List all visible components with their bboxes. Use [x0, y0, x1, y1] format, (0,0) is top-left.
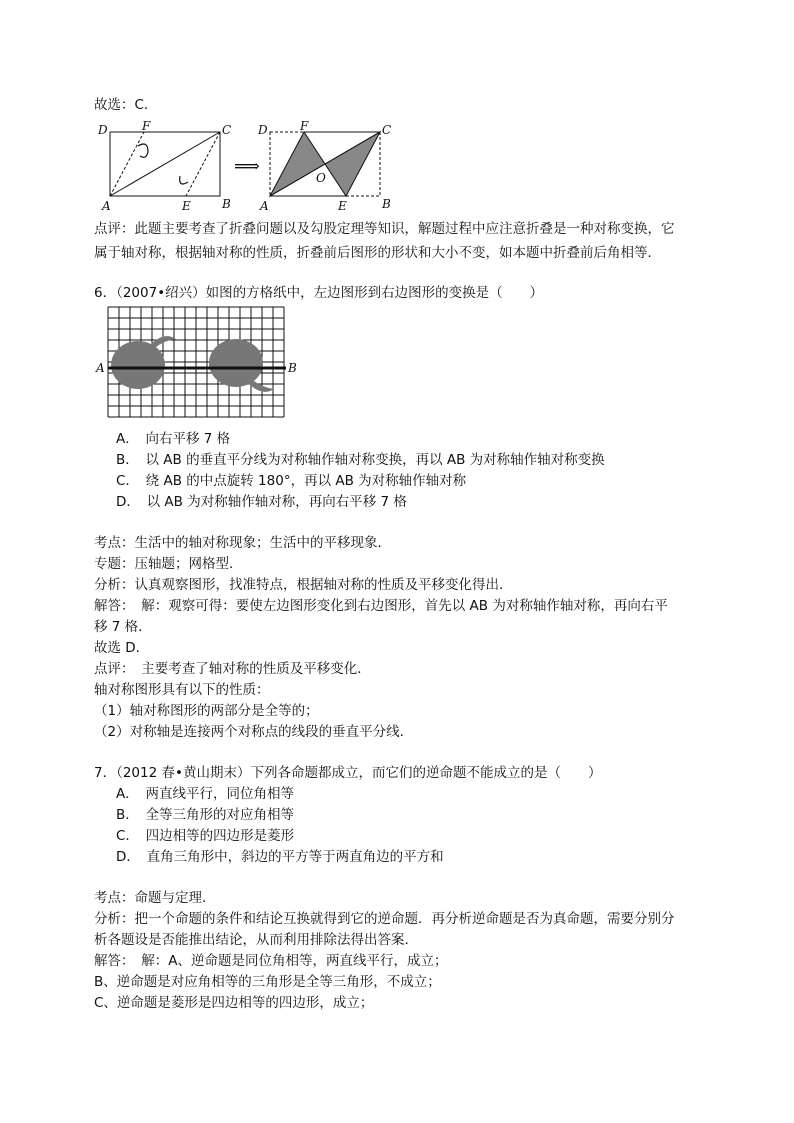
q6-zhuanti: 专题：压轴题；网格型．	[94, 556, 243, 572]
q7-fenxi-2: 析各题设是否能推出结论，从而利用排除法得出答案．	[94, 932, 418, 948]
q6-kaodian: 考点：生活中的轴对称现象；生活中的平移现象．	[94, 535, 391, 551]
fig1r-label-c: C	[382, 123, 392, 137]
q6-option-c: C． 绕 AB 的中点旋转 180°，再以 AB 为对称轴作轴对称	[116, 473, 467, 489]
q6-prop-title: 轴对称图形具有以下的性质：	[94, 682, 270, 698]
q6-stem: 6．（2007•绍兴）如图的方格纸中，左边图形到右边图形的变换是（ ）	[94, 285, 544, 301]
q6-jieda-1: 解答： 解：观察可得：要使左边图形变化到右边图形，首先以 AB 为对称轴作轴对称，再向右平	[94, 598, 668, 614]
q6-fenxi: 分析：认真观察图形，找准特点，根据轴对称的性质及平移变化得出．	[94, 577, 513, 593]
q6-prop-2: （2）对称轴是连接两个对称点的线段的垂直平分线．	[94, 724, 414, 740]
grid-figure	[94, 305, 304, 425]
fig1-label-f: F	[142, 120, 151, 133]
answer-line: 故选：C．	[94, 97, 158, 113]
q7-jieda-2: B、逆命题是对应角相等的三角形是全等三角形，不成立；	[94, 974, 441, 990]
fig1-label-a: A	[102, 199, 111, 212]
fig1r-label-f: F	[300, 120, 309, 133]
fig1-label-d: D	[98, 123, 108, 137]
q6-answer: 故选 D．	[94, 640, 150, 656]
fig1r-label-b: B	[382, 197, 391, 211]
comment-line-2: 属于轴对称，根据轴对称的性质，折叠前后图形的形状和大小不变，如本题中折叠前后角相等．	[94, 245, 661, 261]
q6-option-a: A． 向右平移 7 格	[116, 431, 231, 447]
q7-option-d: D． 直角三角形中，斜边的平方等于两直角边的平方和	[116, 849, 444, 865]
fig1-label-e: E	[182, 199, 191, 212]
grid-label-a: A	[96, 361, 105, 375]
q7-jieda-3: C、逆命题是菱形是四边相等的四边形，成立；	[94, 995, 374, 1011]
q7-option-c: C． 四边相等的四边形是菱形	[116, 828, 295, 844]
q6-option-d: D． 以 AB 为对称轴作轴对称，再向右平移 7 格	[116, 494, 407, 510]
fig1r-label-a: A	[260, 199, 269, 212]
q7-jieda-1: 解答： 解：A、逆命题是同位角相等，两直线平行，成立；	[94, 953, 448, 969]
grid-label-b: B	[288, 361, 297, 375]
fig1-arrow: ⟹	[234, 156, 260, 177]
q6-option-b: B． 以 AB 的垂直平分线为对称轴作轴对称变换，再以 AB 为对称轴作轴对称变换	[116, 452, 605, 468]
comment-line-1: 点评：此题主要考查了折叠问题以及勾股定理等知识，解题过程中应注意折叠是一种对称变换，它	[94, 221, 675, 237]
q7-stem: 7．（2012 春•黄山期末）下列各命题都成立，而它们的逆命题不能成立的是（ ）	[94, 765, 602, 781]
fig1r-label-d: D	[258, 123, 268, 137]
q6-dianping: 点评： 主要考查了轴对称的性质及平移变化．	[94, 661, 371, 677]
q6-jieda-2: 移 7 格．	[94, 619, 152, 635]
q7-option-a: A． 两直线平行，同位角相等	[116, 786, 294, 802]
fig1-label-b: B	[222, 197, 231, 211]
fig1-label-c: C	[222, 123, 232, 137]
q7-option-b: B． 全等三角形的对应角相等	[116, 807, 295, 823]
fig1r-label-o: O	[316, 171, 326, 185]
q7-kaodian: 考点：命题与定理．	[94, 890, 216, 906]
q7-fenxi-1: 分析：把一个命题的条件和结论互换就得到它的逆命题．再分析逆命题是否为真命题，需要分别分	[94, 911, 675, 927]
folding-figure	[94, 120, 404, 212]
q6-prop-1: （1）轴对称图形的两部分是全等的；	[94, 703, 319, 719]
fig1r-label-e: E	[338, 199, 347, 212]
